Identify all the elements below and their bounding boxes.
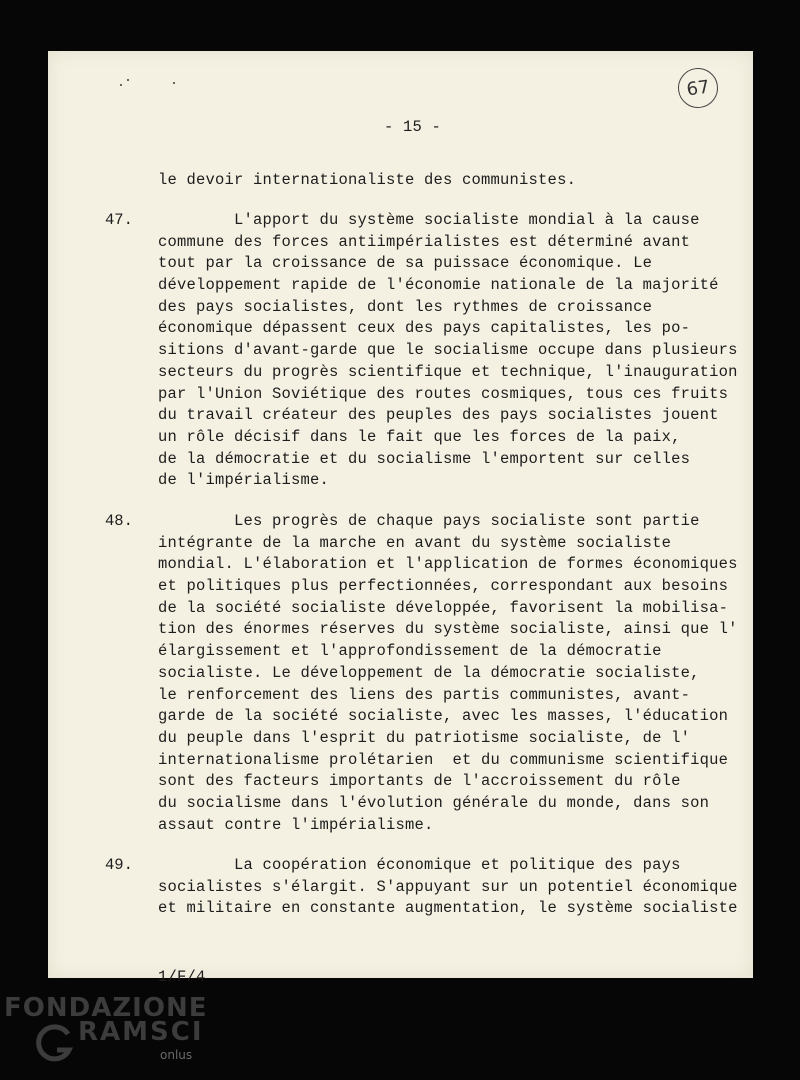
text-line: tion des énormes réserves du système socialiste, ainsi que l' bbox=[158, 620, 738, 639]
paper-speck bbox=[127, 79, 129, 81]
page-number: - 15 - bbox=[384, 118, 442, 136]
text-line: socialistes s'élargit. S'appuyant sur un potentiel économique bbox=[158, 877, 738, 896]
fondazione-gramsci-watermark bbox=[0, 990, 210, 1070]
paragraph-number: 49. bbox=[105, 856, 133, 874]
text-line: sitions d'avant-garde que le socialisme occupe dans plusieurs bbox=[158, 341, 738, 360]
text-line: de l'impérialisme. bbox=[158, 471, 330, 490]
text-line: intégrante de la marche en avant du système socialiste bbox=[158, 533, 672, 552]
text-line: le renforcement des liens des partis communistes, avant- bbox=[158, 685, 691, 704]
paragraph-47 bbox=[158, 210, 738, 492]
paragraph-49 bbox=[158, 855, 738, 920]
watermark-line2: RAMSCI bbox=[78, 1017, 204, 1047]
paragraph-number: 48. bbox=[105, 512, 133, 530]
text-line: du socialisme dans l'évolution générale du monde, dans son bbox=[158, 793, 710, 812]
paper-speck bbox=[120, 84, 122, 86]
watermark-suffix: onlus bbox=[160, 1048, 193, 1062]
text-line: commune des forces antiimpérialistes est déterminé avant bbox=[158, 232, 691, 251]
opening-line: le devoir internationaliste des communistes. bbox=[158, 171, 577, 189]
text-line: et militaire en constante augmentation, le système socialiste bbox=[158, 899, 738, 918]
text-line: économique dépassent ceux des pays capitalistes, les po- bbox=[158, 319, 691, 338]
paper-speck bbox=[173, 82, 175, 84]
text-line: du travail créateur des peuples des pays socialistes jouent bbox=[158, 406, 719, 425]
gramsci-g-logo-icon bbox=[35, 1024, 75, 1064]
text-line: de la démocratie et du socialisme l'emportent sur celles bbox=[158, 449, 691, 468]
text-line: garde de la société socialiste, avec les masses, l'éducation bbox=[158, 707, 729, 726]
text-line: sont des facteurs importants de l'accroissement du rôle bbox=[158, 772, 681, 791]
watermark-line1: FONDAZIONE bbox=[4, 993, 208, 1023]
document-reference-code: 1/F/4 bbox=[158, 968, 206, 986]
text-line: des pays socialistes, dont les rythmes de croissance bbox=[158, 297, 653, 316]
text-line: par l'Union Soviétique des routes cosmiques, tous ces fruits bbox=[158, 384, 729, 403]
archive-page-mark-text: 67 bbox=[685, 76, 711, 100]
text-line: du peuple dans l'esprit du patriotisme socialiste, de l' bbox=[158, 728, 691, 747]
text-line: secteurs du progrès scientifique et technique, l'inauguration bbox=[158, 362, 738, 381]
text-line: socialiste. Le développement de la démocratie socialiste, bbox=[158, 663, 700, 682]
text-line: élargissement et l'approfondissement de la démocratie bbox=[158, 642, 662, 661]
text-line: de la société socialiste développée, favorisent la mobilisa- bbox=[158, 598, 729, 617]
text-line: et politiques plus perfectionnées, correspondant aux besoins bbox=[158, 577, 729, 596]
text-line: L'apport du système socialiste mondial à la cause bbox=[158, 211, 700, 229]
text-line: internationalisme prolétarien et du communisme scientifique bbox=[158, 750, 729, 769]
paragraph-number: 47. bbox=[105, 211, 133, 229]
text-line: La coopération économique et politique des pays bbox=[158, 856, 681, 874]
text-line: un rôle décisif dans le fait que les forces de la paix, bbox=[158, 427, 681, 446]
text-line: assaut contre l'impérialisme. bbox=[158, 815, 434, 834]
paragraph-48 bbox=[158, 511, 738, 836]
text-line: Les progrès de chaque pays socialiste sont partie bbox=[158, 512, 700, 530]
text-line: tout par la croissance de sa puissace économique. Le bbox=[158, 254, 653, 273]
text-line: mondial. L'élaboration et l'application de formes économiques bbox=[158, 555, 738, 574]
text-line: développement rapide de l'économie nationale de la majorité bbox=[158, 276, 719, 295]
